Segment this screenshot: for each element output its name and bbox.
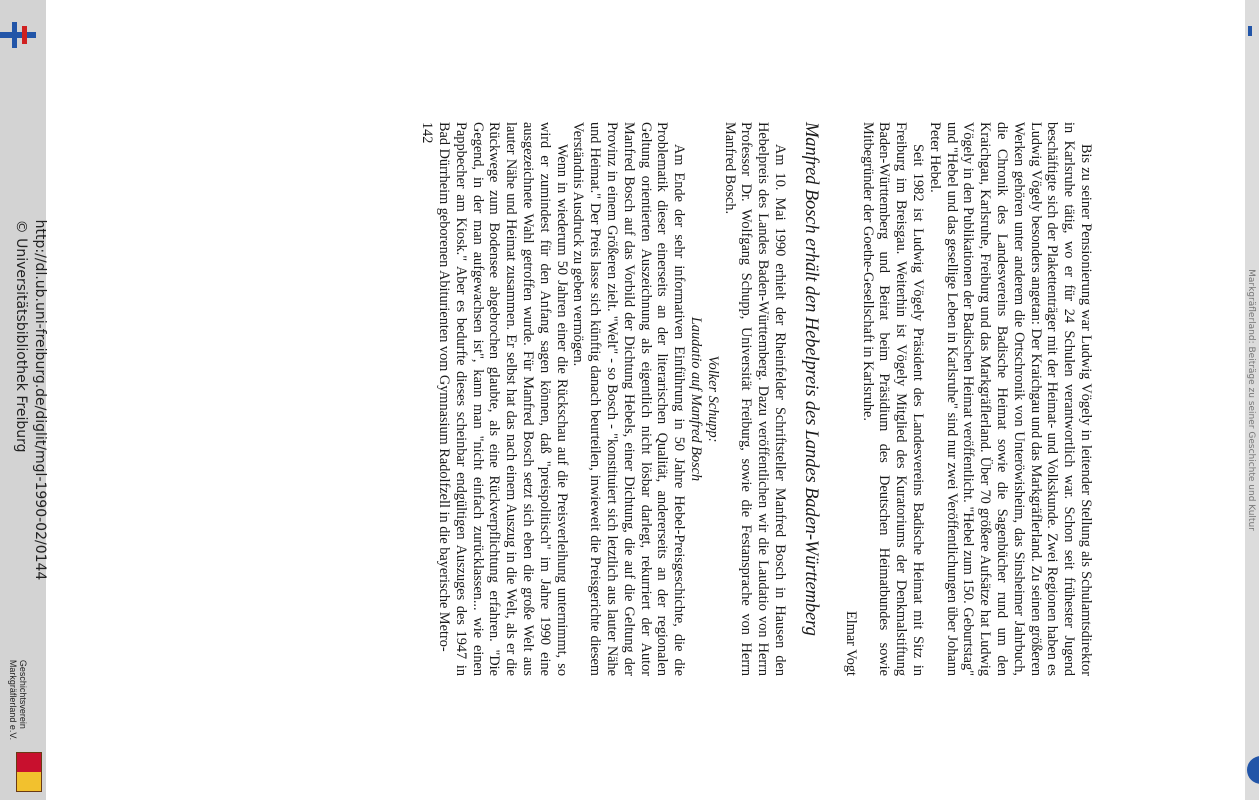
laudatio-author: Volker Schupp: — [704, 355, 721, 443]
paragraph-intro: Am 10. Mai 1990 erhielt der Rheinfelder Schriftsteller Manfred Bosch in Hausen den Hebelpreis des Landes Baden-Württemberg. Dazu veröffentlichen wir die Laudatio von Herrn Professor Dr. Wolfgang Schupp, Universität Freiburg, sowie die Festansprache von Herrn Manfred Bosch. — [721, 122, 789, 676]
laudatio-subtitle: Laudatio auf Manfred Bosch — [688, 316, 705, 482]
library-logo-icon[interactable] — [0, 22, 36, 48]
copyright-notice: © Universitätsbibliothek Freiburg — [13, 219, 29, 453]
society-line-1: Geschichtsverein — [18, 659, 28, 729]
paragraph-voegely-career: Bis zu seiner Pensionierung war Ludwig Vögely in leitender Stellung als Schulamtsdirektor in Karlsruhe tätig, wo er für 24 Schulen verantwortlich war. Schon seit frühester Jugend beschäftigte sich der Plakettenträger mit der Heimat- und Volkskunde. Zwei Regionen haben es Ludwig Vögely besonders angetan: Der Kraichgau und das Markgräflerland. Zu seinen größeren Werken gehören unter anderem die Ortschronik von Unteröwisheim, das Sinsheimer Jahrbuch, die Chronik des Landesvereins Badische Heimat sowie die Sagenbücher rund um den Kraichgau, Karlsruhe, Freiburg und das Markgräflerland. Über 70 größere Aufsätze hat Ludwig Vögely in den Publikationen der Badischen Heimat veröffentlicht. "Hebel zum 150. Geburtstag" und "Hebel und das gesellige Leben in Karlsruhe" sind nur zwei Veröffentlichungen über Johann Peter Hebel. — [926, 122, 1094, 676]
viewer-source-info — [11, 220, 49, 581]
series-title: Markgräflerland: Beiträge zu seiner Geschichte und Kultur — [1246, 269, 1256, 531]
society-line-2: Markgräflerland e.V. — [8, 659, 18, 741]
permalink-url[interactable]: http://dl.ub.uni-freiburg.de/diglit/mgl-1990-02/0144 — [32, 219, 48, 581]
page-number: 142 — [419, 122, 436, 144]
society-crest-icon — [16, 752, 42, 792]
scroll-handle[interactable] — [1247, 756, 1259, 784]
viewer-left-strip — [0, 0, 46, 800]
author-signature: Elmar Vogt — [842, 611, 859, 676]
article-title: Manfred Bosch erhält den Hebelpreis des Landes Baden-Württemberg — [801, 122, 822, 636]
menu-marker-icon[interactable] — [1248, 26, 1252, 36]
paragraph-laudatio-1: Am Ende der sehr informativen Einführung in 50 Jahre Hebel-Preisgeschichte, die die Problematik dieser einerseits an der literarischen Qualität, andererseits an der regionalen Geltung orientierten Auszeichnung als eigentlich nicht lösbar darlegt, rekurriert der Autor Manfred Bosch auf das Vorbild der Dichtung Hebels, einer Dichtung, die auf die Geltung der Provinz in einem Größeren zielt. "Welt" - so Bosch - "konstituiert sich letztlich aus lauter Nähe und Heimat." Der Preis lasse sich künftig danach beurteilen, inwieweit die Preisgerichte diesem Verständnis Ausdruck zu geben vermögen. — [570, 122, 688, 676]
society-label — [8, 660, 28, 740]
paragraph-voegely-president: Seit 1982 ist Ludwig Vögely Präsident des Landesvereins Badische Heimat mit Sitz in Freiburg im Breisgau. Weiterhin ist Vögely Mitglied des Kuratoriums der Denkmalstiftung Baden-Württemberg und Beirat beim Präsidium des Deutschen Heimatbundes sowie Mitbegründer der Goethe-Gesellschaft in Karlsruhe. — [859, 122, 927, 676]
scanned-page — [154, 100, 1106, 700]
paragraph-laudatio-2: Wenn in wiederum 50 Jahren einer die Rückschau auf die Preisverleihung unternimmt, so wird er zumindest für den Anfang sagen können, daß "preispolitisch" im Jahre 1990 eine ausgezeichnete Wahl getroffen wurde. Für Manfred Bosch setzt sich eben die große Welt aus lauter Nähe und Heimat zusammen. Er selbst hat das nach einem Auszug in die Welt, als er die Rückwege zum Bodensee abgebrochen glaubte, als eine Rückverpflichtung erfahren. "Die Gegend, in der man aufgewachsen ist", kann man "nicht einfach zurücklassen... wie einen Pappbecher am Kiosk." Aber es bedurfte dieses scheinbar endgültigen Auszuges des 1947 in Bad Dürrheim geborenen Abiturienten vom Gymnasium Radolfzell in die bayerische Metro- — [436, 122, 570, 676]
